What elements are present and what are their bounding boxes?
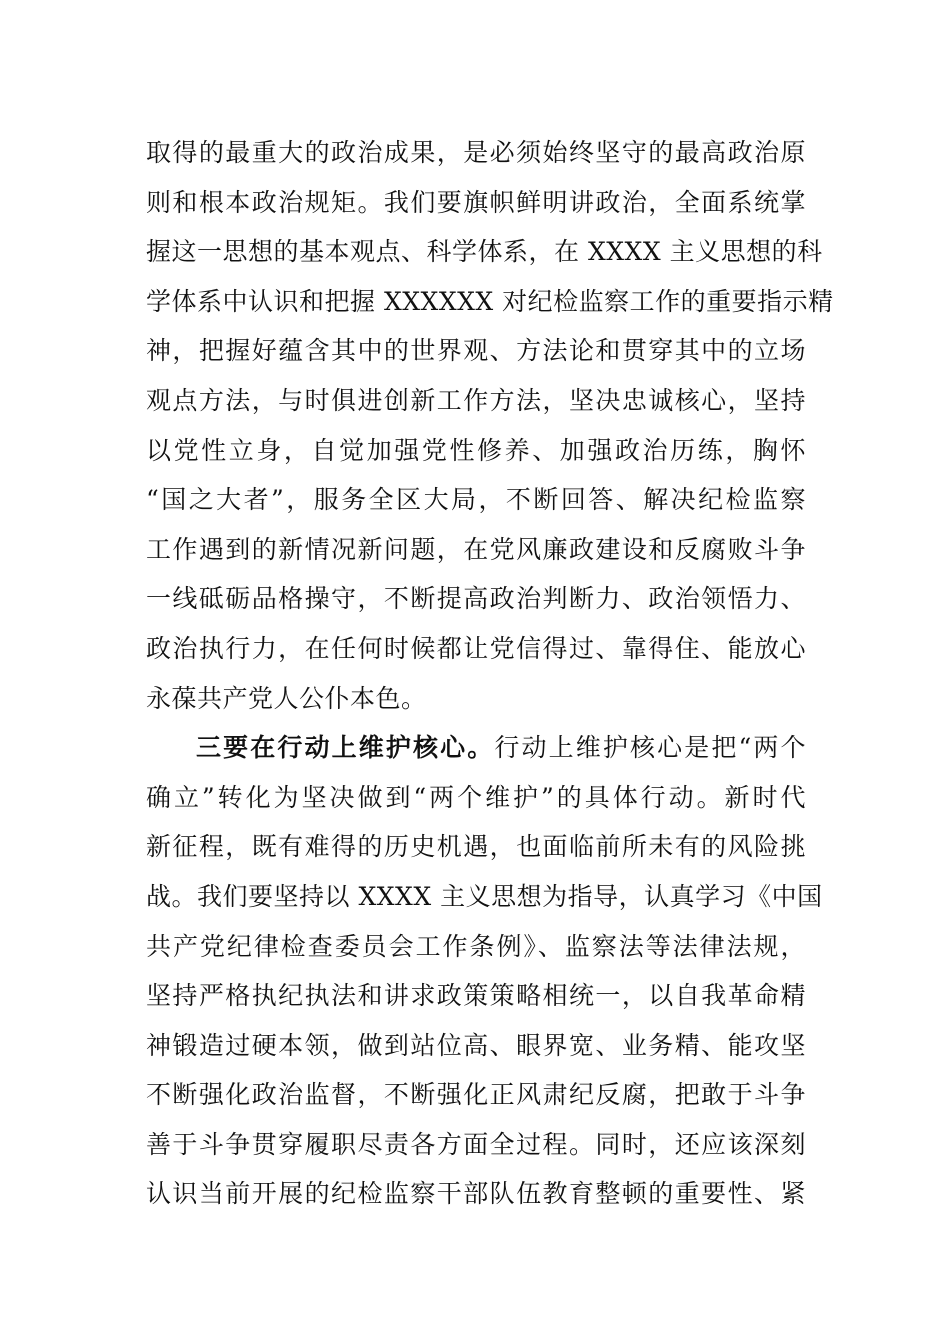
paragraph-1-line: 神，把握好蕴含其中的世界观、方法论和贯穿其中的立场 xyxy=(146,336,806,366)
paragraph-1-line: 工作遇到的新情况新问题，在党风廉政建设和反腐败斗争 xyxy=(146,534,806,564)
paragraph-1-line: 永葆共产党人公仆本色。 xyxy=(146,683,427,713)
paragraph-2-line: 共产党纪律检查委员会工作条例》、监察法等法律法规， xyxy=(146,931,806,961)
paragraph-1-line: 学体系中认识和把握 XXXXXX 对纪检监察工作的重要指示精 xyxy=(146,286,834,316)
paragraph-2-first-line xyxy=(146,723,806,773)
paragraph-2-line: 善于斗争贯穿履职尽责各方面全过程。同时，还应该深刻 xyxy=(146,1129,806,1159)
paragraph-1-line: “国之大者”，服务全区大局，不断回答、解决纪检监察 xyxy=(146,485,806,515)
paragraph-1-line: 一线砥砺品格操守，不断提高政治判断力、政治领悟力、 xyxy=(146,584,806,614)
paragraph-2-line: 战。我们要坚持以 XXXX 主义思想为指导，认真学习《中国 xyxy=(146,881,823,911)
paragraph-2-line: 认识当前开展的纪检监察干部队伍教育整顿的重要性、紧 xyxy=(146,1179,806,1209)
paragraph-2-first-line-text: 行动上维护核心是把“两个 xyxy=(494,733,806,763)
paragraph-1-line: 以党性立身，自觉加强党性修养、加强政治历练，胸怀 xyxy=(146,435,806,465)
paragraph-1 xyxy=(146,128,834,723)
paragraph-2-line: 新征程，既有难得的历史机遇，也面临前所未有的风险挑 xyxy=(146,832,806,862)
document-body xyxy=(146,128,834,1219)
paragraph-1-line: 则和根本政治规矩。我们要旗帜鲜明讲政治，全面系统掌 xyxy=(146,187,806,217)
paragraph-1-line: 握这一思想的基本观点、科学体系，在 XXXX 主义思想的科 xyxy=(146,237,823,267)
paragraph-2-line: 确立”转化为坚决做到“两个维护”的具体行动。新时代 xyxy=(146,782,806,812)
paragraph-2-line: 坚持严格执纪执法和讲求政策策略相统一，以自我革命精 xyxy=(146,981,806,1011)
paragraph-1-line: 观点方法，与时俱进创新工作方法，坚决忠诚核心，坚持 xyxy=(146,385,806,415)
paragraph-2-line: 神锻造过硬本领，做到站位高、眼界宽、业务精、能攻坚 xyxy=(146,1030,806,1060)
paragraph-2 xyxy=(146,723,823,1219)
paragraph-1-line: 取得的最重大的政治成果，是必须始终坚守的最高政治原 xyxy=(146,138,806,167)
paragraph-1-line: 政治执行力，在任何时候都让党信得过、靠得住、能放心 xyxy=(146,633,806,663)
paragraph-2-line: 不断强化政治监督，不断强化正风肃纪反腐，把敢于斗争 xyxy=(146,1080,806,1110)
paragraph-2-heading: 三要在行动上维护核心。 xyxy=(196,733,495,763)
